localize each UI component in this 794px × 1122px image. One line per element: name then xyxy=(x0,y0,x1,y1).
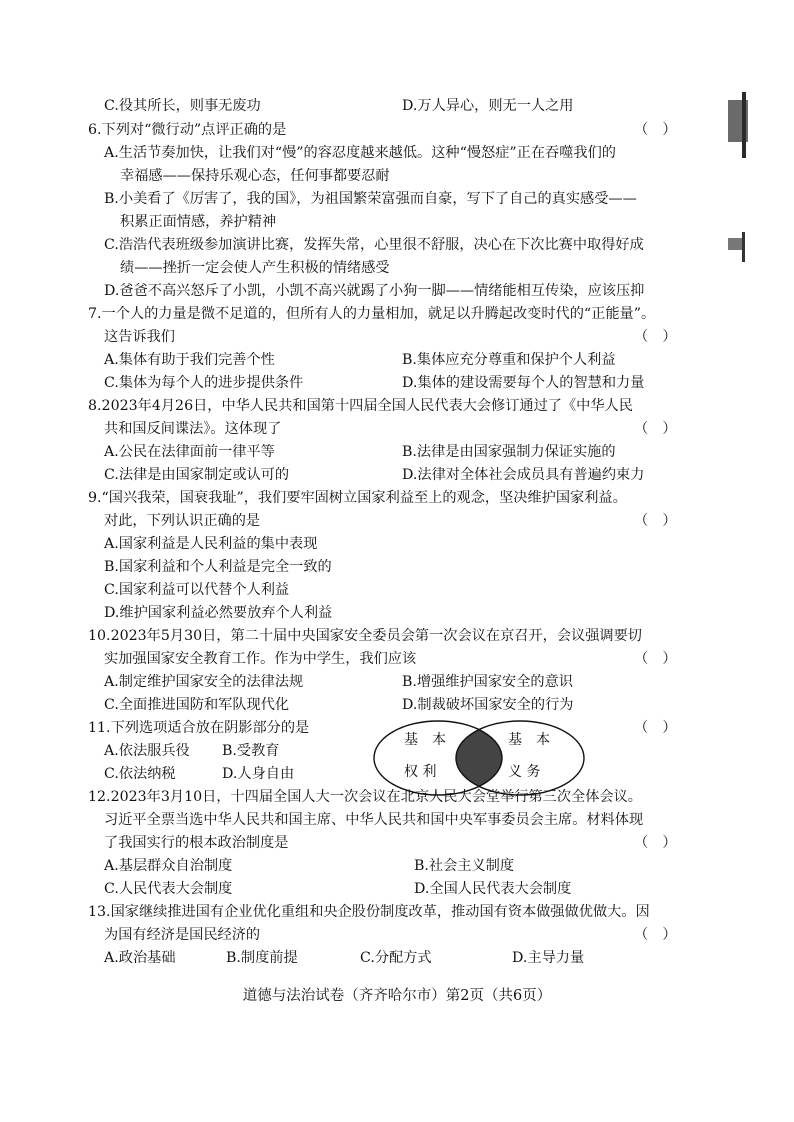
venn-right-label-bottom: 义 务 xyxy=(508,764,541,780)
text-line: C.依法纳税 xyxy=(104,766,176,782)
text-line: B.制度前提 xyxy=(226,950,298,966)
text-line: 6.下列对“微行动”点评正确的是 xyxy=(88,122,287,138)
text-line: B.小美看了《厉害了，我的国》，为祖国繁荣富强而自豪，写下了自己的真实感受—— xyxy=(104,191,637,207)
answer-bracket: （ ） xyxy=(634,720,677,736)
text-line: 11.下列选项适合放在阴影部分的是 xyxy=(88,720,310,736)
text-line: D.维护国家利益必然要放弃个人利益 xyxy=(104,605,333,621)
text-line: B.法律是由国家强制力保证实施的 xyxy=(402,444,616,460)
text-line: 积累正面情感，养护精神 xyxy=(120,214,277,230)
text-line: D.人身自由 xyxy=(222,766,295,782)
text-line: C.全面推进国防和军队现代化 xyxy=(104,697,290,713)
text-line: D.万人异心，则无一人之用 xyxy=(402,98,574,114)
text-line: 9.“国兴我荣，国衰我耻”，我们要牢固树立国家利益至上的观念，坚决维护国家利益。 xyxy=(88,490,627,506)
text-line: C.浩浩代表班级参加演讲比赛，发挥失常，心里很不舒服，决心在下次比赛中取得好成 xyxy=(104,237,644,253)
text-line: D.制裁破坏国家安全的行为 xyxy=(402,697,574,713)
text-line: C.人民代表大会制度 xyxy=(104,881,233,897)
answer-bracket: （ ） xyxy=(634,421,677,437)
text-line: B.增强维护国家安全的意识 xyxy=(402,674,573,690)
venn-diagram xyxy=(372,718,586,800)
binding-mark xyxy=(742,232,745,262)
text-line: A.政治基础 xyxy=(104,950,176,966)
text-line: D.法律对全体社会成员具有普遍约束力 xyxy=(402,467,645,483)
text-line: C.国家利益可以代替个人利益 xyxy=(104,582,290,598)
text-line: 对此，下列认识正确的是 xyxy=(104,513,261,529)
text-line: C.集体为每个人的进步提供条件 xyxy=(104,375,304,391)
text-line: 了我国实行的根本政治制度是 xyxy=(104,835,289,851)
text-line: A.国家利益是人民利益的集中表现 xyxy=(104,536,318,552)
venn-left-label-bottom: 权 利 xyxy=(404,764,437,780)
text-line: 8.2023年4月26日，中华人民共和国第十四届全国人民代表大会修订通过了《中华人民 xyxy=(88,398,633,414)
text-line: 幸福感——保持乐观心态，任何事都要忍耐 xyxy=(120,168,390,184)
text-line: 习近平全票当选中华人民共和国主席、中华人民共和国中央军事委员会主席。材料体现 xyxy=(104,812,644,828)
text-line: A.基层群众自治制度 xyxy=(104,858,233,874)
text-line: 12.2023年3月10日，十四届全国人大一次会议在北京人民大会堂举行第三次全体会议。 xyxy=(88,789,642,805)
text-line: B.集体应充分尊重和保护个人利益 xyxy=(402,352,616,368)
text-line: 这告诉我们 xyxy=(104,329,175,345)
text-line: B.受教育 xyxy=(222,743,280,759)
text-line: D.主导力量 xyxy=(512,950,585,966)
text-line: A.公民在法律面前一律平等 xyxy=(104,444,275,460)
text-line: C.分配方式 xyxy=(360,950,432,966)
binding-mark xyxy=(742,92,746,158)
text-line: B.国家利益和个人利益是完全一致的 xyxy=(104,559,332,575)
text-line: 共和国反间谍法》。这体现了 xyxy=(104,421,282,437)
text-line: A.依法服兵役 xyxy=(104,743,190,759)
text-line: D.全国人民代表大会制度 xyxy=(414,881,572,897)
text-line: D.集体的建设需要每个人的智慧和力量 xyxy=(402,375,645,391)
text-line: C.法律是由国家制定或认可的 xyxy=(104,467,290,483)
text-line: A.生活节奏加快，让我们对“慢”的容忍度越来越低。这种“慢怒症”正在吞噬我们的 xyxy=(104,145,616,161)
text-line: 实加强国家安全教育工作。作为中学生，我们应该 xyxy=(104,651,417,667)
text-line: B.社会主义制度 xyxy=(414,858,515,874)
text-line: 10.2023年5月30日，第二十届中央国家安全委员会第一次会议在京召开，会议强调要切 xyxy=(88,628,642,644)
text-line: A.制定维护国家安全的法律法规 xyxy=(104,674,304,690)
text-line: 13.国家继续推进国有企业优化重组和央企股份制度改革，推动国有资本做强做优做大。因 xyxy=(88,904,650,920)
answer-bracket: （ ） xyxy=(634,927,677,943)
text-line: 绩——挫折一定会使人产生积极的情绪感受 xyxy=(120,260,390,276)
answer-bracket: （ ） xyxy=(634,513,677,529)
text-line: A.集体有助于我们完善个性 xyxy=(104,352,275,368)
text-line: D.爸爸不高兴怒斥了小凯，小凯不高兴就踢了小狗一脚——情绪能相互传染，应该压抑 xyxy=(104,283,645,299)
text-line: C.役其所长，则事无废功 xyxy=(104,98,261,114)
answer-bracket: （ ） xyxy=(634,835,677,851)
answer-bracket: （ ） xyxy=(634,651,677,667)
text-line: 为国有经济是国民经济的 xyxy=(104,927,261,943)
answer-bracket: （ ） xyxy=(634,329,677,345)
text-line: 7.一个人的力量是微不足道的，但所有人的力量相加，就足以升腾起改变时代的“正能量”。 xyxy=(88,306,656,322)
venn-left-label-top: 基 本 xyxy=(404,732,446,748)
answer-bracket: （ ） xyxy=(634,122,677,138)
venn-right-label-top: 基 本 xyxy=(508,732,550,748)
page-footer: 道德与法治试卷（齐齐哈尔市）第2页（共6页） xyxy=(242,988,552,1004)
